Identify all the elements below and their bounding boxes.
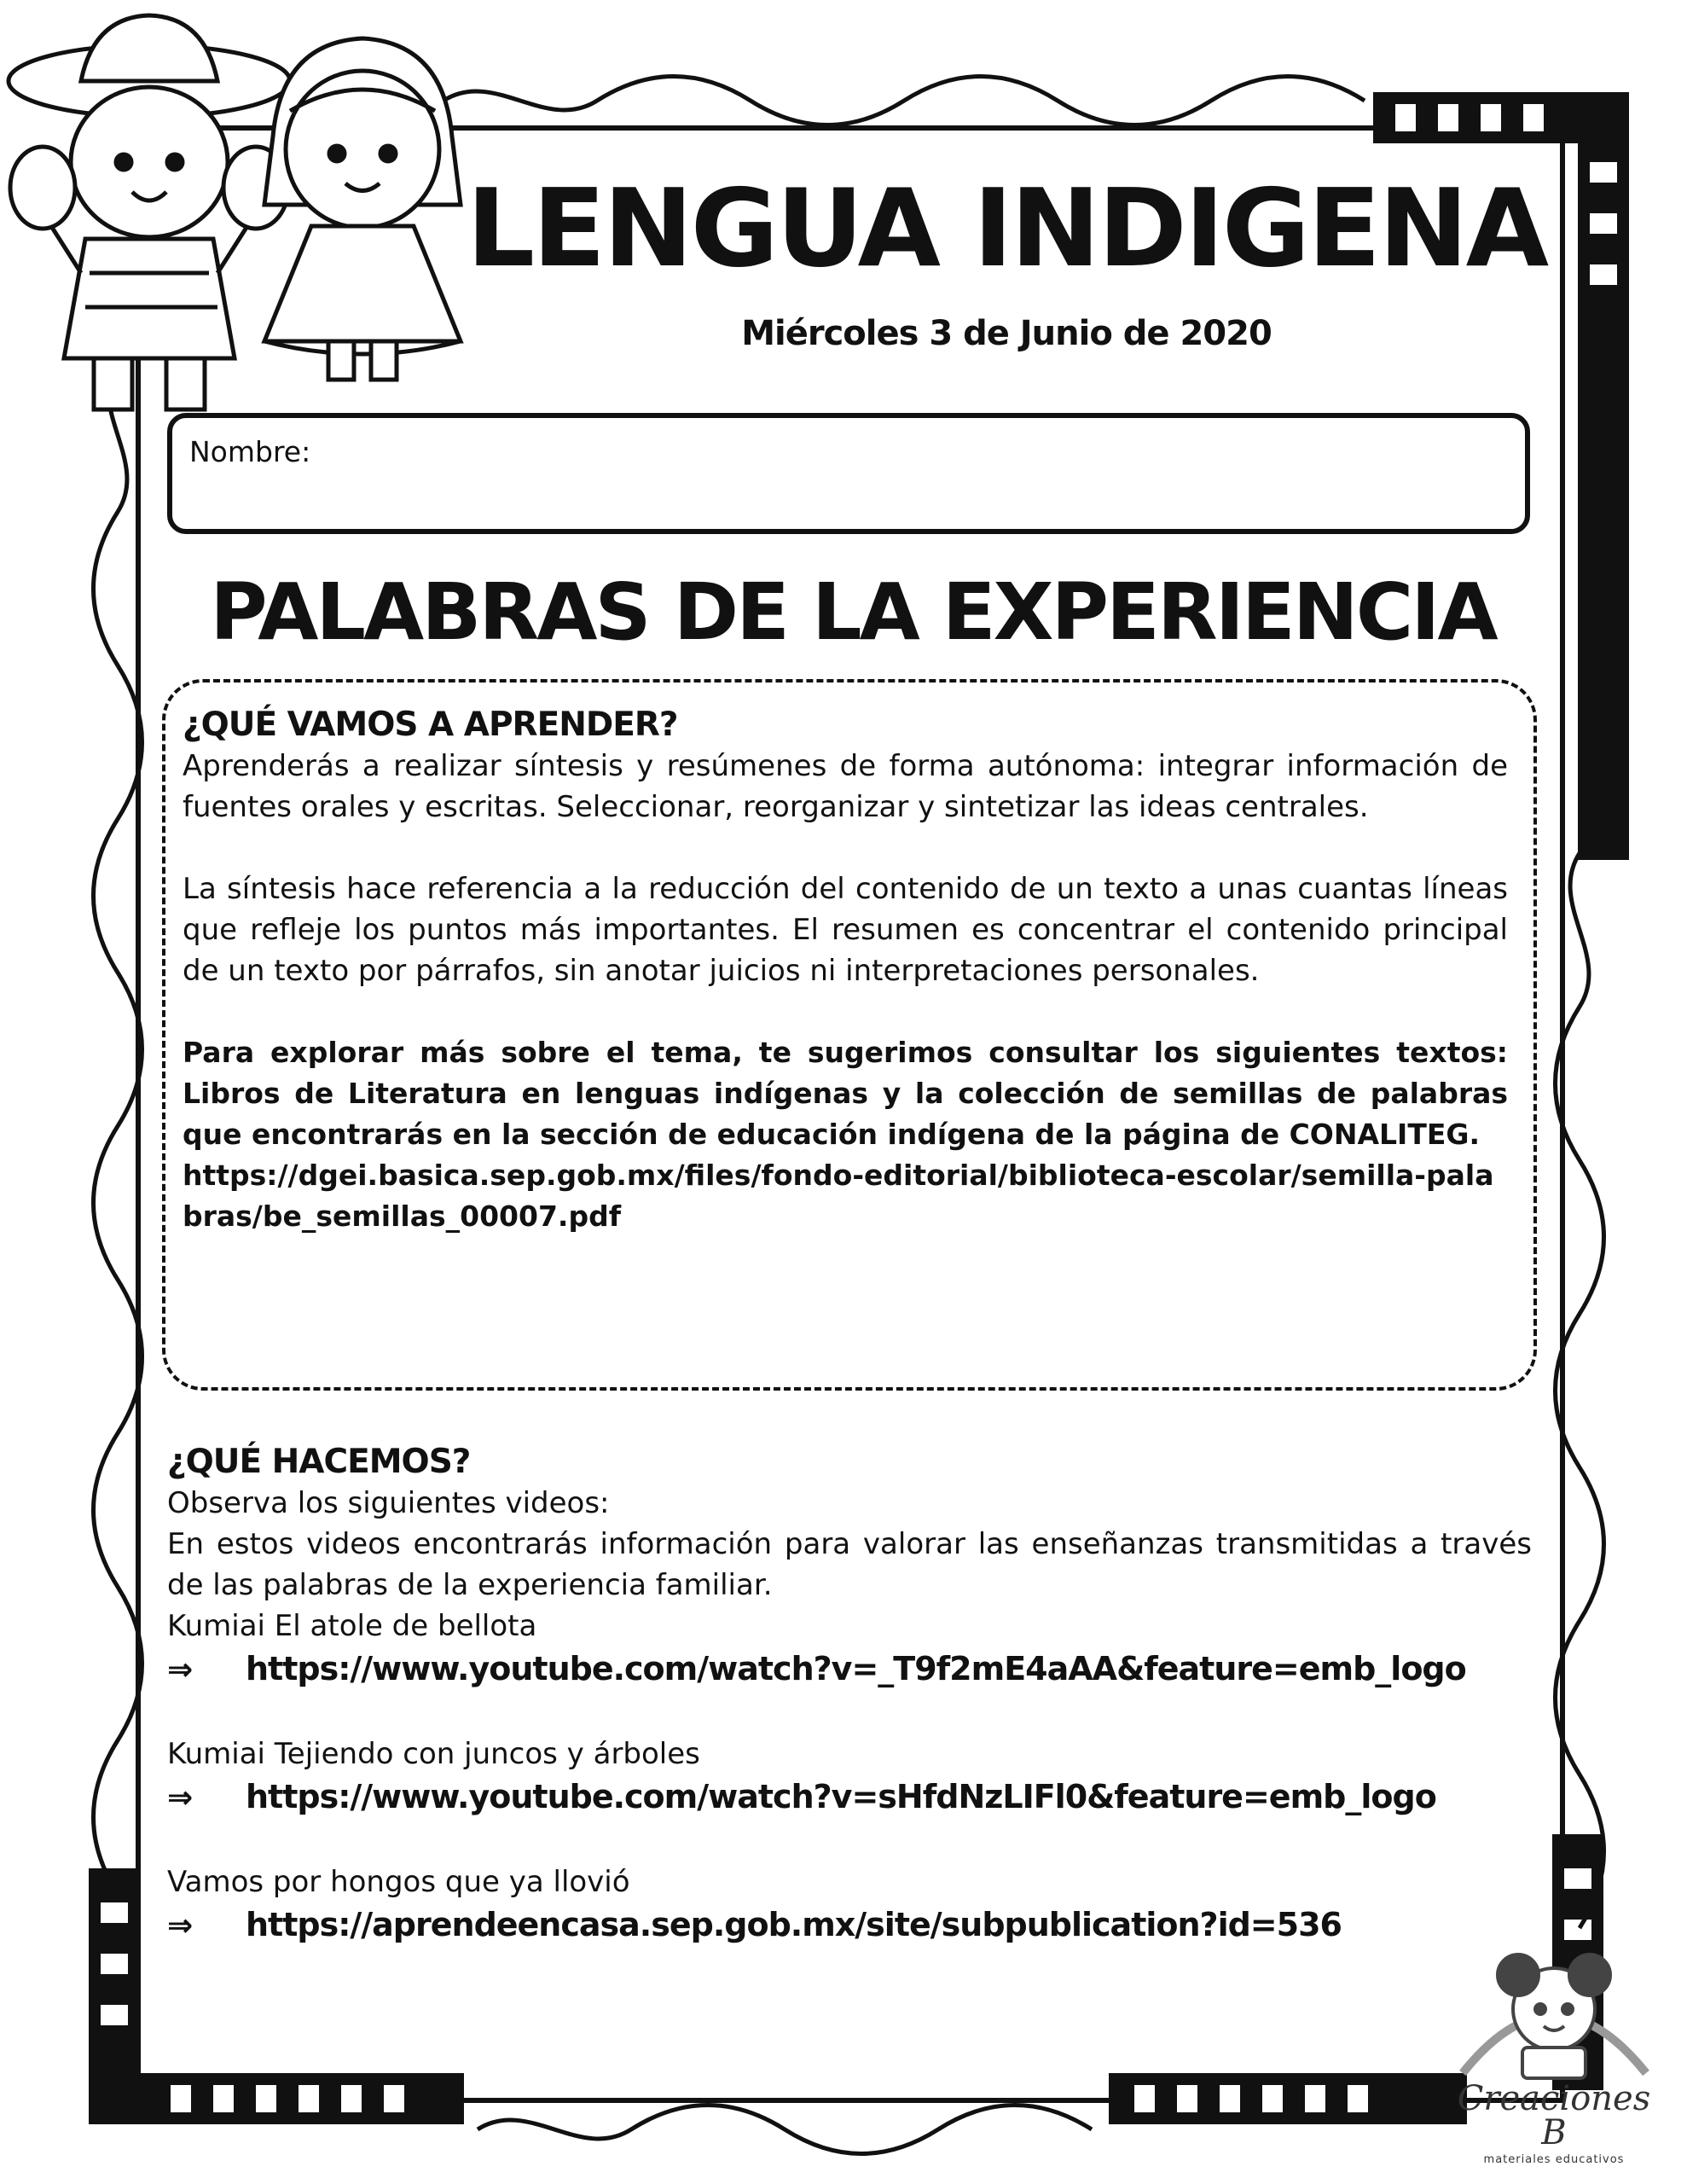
do-description: En estos videos encontrarás información para valorar las enseñanzas transmitidas a través de las palabras de la experiencia familiar. [167, 1527, 1532, 1602]
brand-name: Creaciones B [1457, 2079, 1651, 2152]
video-link[interactable]: https://www.youtube.com/watch?v=sHfdNzLIFl0&feature=emb_logo [246, 1778, 1436, 1815]
wavy-border-top [443, 77, 1365, 125]
video-link[interactable]: https://www.youtube.com/watch?v=_T9f2mE4aAA&feature=emb_logo [246, 1650, 1466, 1687]
arrow-right-icon: ⇒ [167, 1653, 194, 1687]
video-title: Vamos por hongos que ya llovió [167, 1865, 630, 1899]
brand-logo [1443, 2079, 1665, 2166]
name-field[interactable] [167, 413, 1530, 534]
do-intro: Observa los siguientes videos: [167, 1486, 610, 1520]
lesson-subtitle: PALABRAS DE LA EXPERIENCIA [210, 566, 1496, 658]
date-line: Miércoles 3 de Junio de 2020 [741, 314, 1272, 353]
arrow-right-icon: ⇒ [167, 1780, 194, 1815]
video-title: Kumiai Tejiendo con juncos y árboles [167, 1737, 700, 1771]
learn-paragraph-1: Aprenderás a realizar síntesis y resúmenes de forma autónoma: integrar información de fuentes orales y escritas. Seleccionar, reorganizar y sintetizar las ideas centrales. [183, 749, 1508, 824]
learn-paragraph-2: La síntesis hace referencia a la reducción del contenido de un texto a unas cuantas líneas que refleje los puntos más importantes. El resumen es concentrar el contenido principal de un texto por párrafos, sin anotar juicios ni interpretaciones personales. [183, 872, 1508, 988]
video-link-row [167, 1647, 1532, 1693]
video-link-row [167, 1902, 1532, 1949]
wavy-border-left [94, 358, 142, 1894]
learn-section [183, 705, 1508, 1237]
video-link-row [167, 1774, 1532, 1821]
learn-heading: ¿QUÉ VAMOS A APRENDER? [183, 706, 678, 744]
page-title: LENGUA INDIGENA [466, 166, 1547, 291]
wavy-border-bottom [478, 2106, 1092, 2154]
do-section [167, 1442, 1532, 1949]
arrow-right-icon: ⇒ [167, 1908, 194, 1943]
learn-suggestion: Para explorar más sobre el tema, te sugerimos consultar los siguientes textos: Libros de Literatura en lenguas indígenas y la colección de semillas de palabras que encontrarás en la sección de educación indígena de la página de CONALITEG. [183, 1036, 1508, 1151]
do-heading: ¿QUÉ HACEMOS? [167, 1443, 471, 1481]
brand-tagline: materiales educativos [1483, 2153, 1625, 2166]
name-label: Nombre: [189, 435, 311, 468]
boy-sombrero-maracas-icon [9, 15, 290, 410]
girl-traditional-dress-icon [264, 38, 461, 380]
video-title: Kumiai El atole de bellota [167, 1609, 537, 1643]
video-link[interactable]: https://aprendeencasa.sep.gob.mx/site/subpublication?id=536 [246, 1906, 1342, 1943]
teacher-girl-logo-icon [1463, 1955, 1646, 2078]
learn-link[interactable]: https://dgei.basica.sep.gob.mx/files/fondo-editorial/biblioteca-escolar/semilla-palabras/be_semillas_00007.pdf [183, 1159, 1494, 1233]
